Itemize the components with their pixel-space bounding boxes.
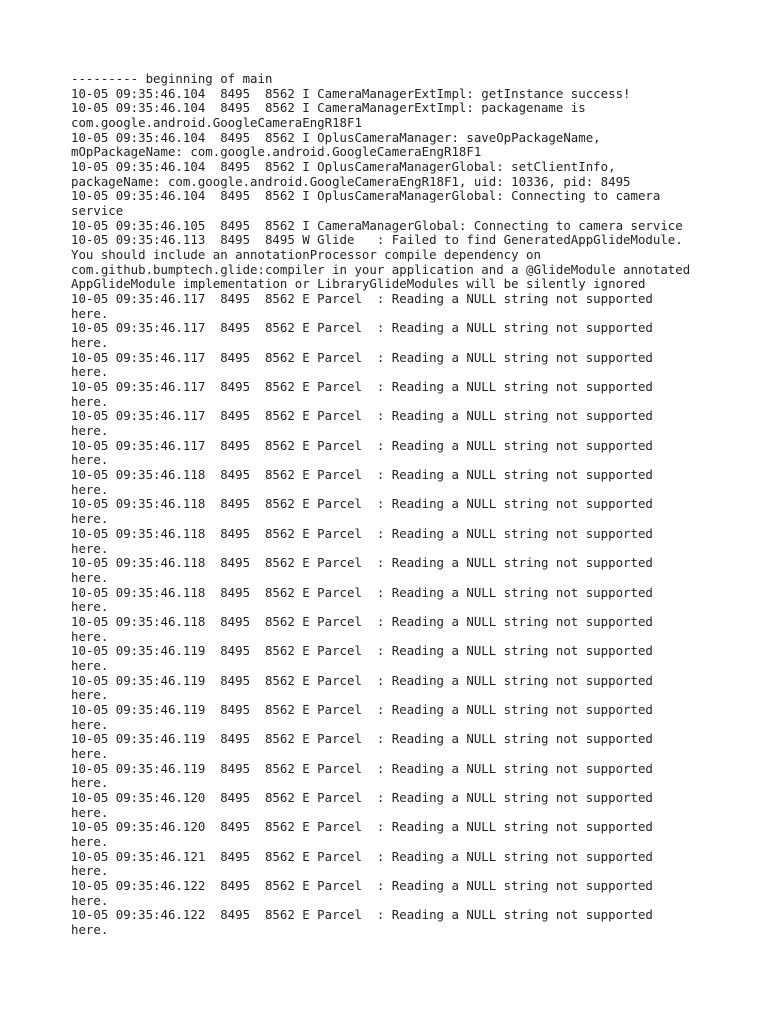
log-line: 10-05 09:35:46.104 8495 8562 I CameraManagerExtImpl: packagename is <box>71 100 586 116</box>
log-line: here. <box>71 833 109 849</box>
log-line: here. <box>71 687 109 703</box>
log-line: 10-05 09:35:46.119 8495 8562 E Parcel : Reading a NULL string not supported <box>71 731 653 747</box>
log-line: 10-05 09:35:46.117 8495 8562 E Parcel : Reading a NULL string not supported <box>71 320 653 336</box>
log-line: 10-05 09:35:46.117 8495 8562 E Parcel : Reading a NULL string not supported <box>71 379 653 395</box>
log-line: 10-05 09:35:46.105 8495 8562 I CameraManagerGlobal: Connecting to camera service <box>71 217 683 233</box>
log-line: 10-05 09:35:46.118 8495 8562 E Parcel : Reading a NULL string not supported <box>71 467 653 483</box>
log-line: here. <box>71 335 109 351</box>
log-line: 10-05 09:35:46.120 8495 8562 E Parcel : Reading a NULL string not supported <box>71 819 653 835</box>
log-line: 10-05 09:35:46.104 8495 8562 I CameraManagerExtImpl: getInstance success! <box>71 85 631 101</box>
log-line: packageName: com.google.android.GoogleCameraEngR18F1, uid: 10336, pid: 8495 <box>71 173 631 189</box>
log-line: here. <box>71 452 109 468</box>
log-line: --------- beginning of main <box>71 71 273 86</box>
log-line: 10-05 09:35:46.121 8495 8562 E Parcel : Reading a NULL string not supported <box>71 848 653 864</box>
log-line: 10-05 09:35:46.118 8495 8562 E Parcel : Reading a NULL string not supported <box>71 555 653 571</box>
log-line: 10-05 09:35:46.113 8495 8495 W Glide : Failed to find GeneratedAppGlideModule. <box>71 232 683 248</box>
log-line: 10-05 09:35:46.118 8495 8562 E Parcel : Reading a NULL string not supported <box>71 584 653 600</box>
log-line: 10-05 09:35:46.104 8495 8562 I OplusCameraManagerGlobal: Connecting to camera <box>71 188 661 204</box>
log-line: here. <box>71 511 109 527</box>
log-line: 10-05 09:35:46.119 8495 8562 E Parcel : Reading a NULL string not supported <box>71 672 653 688</box>
log-line: here. <box>71 892 109 908</box>
log-line: 10-05 09:35:46.118 8495 8562 E Parcel : Reading a NULL string not supported <box>71 613 653 629</box>
log-line: here. <box>71 745 109 761</box>
log-line: 10-05 09:35:46.120 8495 8562 E Parcel : Reading a NULL string not supported <box>71 789 653 805</box>
log-line: here. <box>71 423 109 439</box>
log-line: here. <box>71 863 109 879</box>
log-line: 10-05 09:35:46.122 8495 8562 E Parcel : Reading a NULL string not supported <box>71 907 653 923</box>
log-line: 10-05 09:35:46.117 8495 8562 E Parcel : Reading a NULL string not supported <box>71 349 653 365</box>
log-line: here. <box>71 481 109 497</box>
log-line: 10-05 09:35:46.119 8495 8562 E Parcel : Reading a NULL string not supported <box>71 643 653 659</box>
log-line: here. <box>71 657 109 673</box>
log-line: here. <box>71 599 109 615</box>
log-line: 10-05 09:35:46.117 8495 8562 E Parcel : Reading a NULL string not supported <box>71 437 653 453</box>
log-line: 10-05 09:35:46.117 8495 8562 E Parcel : Reading a NULL string not supported <box>71 408 653 424</box>
log-line: You should include an annotationProcessor compile dependency on <box>71 247 541 263</box>
log-line: AppGlideModule implementation or LibraryGlideModules will be silently ignored <box>71 276 646 292</box>
log-line: here. <box>71 628 109 644</box>
log-line: here. <box>71 393 109 409</box>
log-line: here. <box>71 364 109 380</box>
log-text-block <box>71 72 761 938</box>
log-line: 10-05 09:35:46.122 8495 8562 E Parcel : Reading a NULL string not supported <box>71 877 653 893</box>
log-line: com.github.bumptech.glide:compiler in your application and a @GlideModule annotated <box>71 261 691 277</box>
log-line: 10-05 09:35:46.104 8495 8562 I OplusCameraManagerGlobal: setClientInfo, <box>71 159 616 175</box>
log-line: 10-05 09:35:46.119 8495 8562 E Parcel : Reading a NULL string not supported <box>71 701 653 717</box>
log-line: 10-05 09:35:46.119 8495 8562 E Parcel : Reading a NULL string not supported <box>71 760 653 776</box>
log-line: here. <box>71 305 109 321</box>
log-line: com.google.android.GoogleCameraEngR18F1 <box>71 115 362 131</box>
log-line: mOpPackageName: com.google.android.GoogleCameraEngR18F1 <box>71 144 482 160</box>
log-line: 10-05 09:35:46.118 8495 8562 E Parcel : Reading a NULL string not supported <box>71 525 653 541</box>
log-line: here. <box>71 569 109 585</box>
log-line: 10-05 09:35:46.118 8495 8562 E Parcel : Reading a NULL string not supported <box>71 496 653 512</box>
log-line: 10-05 09:35:46.117 8495 8562 E Parcel : Reading a NULL string not supported <box>71 291 653 307</box>
log-line: here. <box>71 804 109 820</box>
log-line: service <box>71 203 124 219</box>
log-line: here. <box>71 540 109 556</box>
log-line: 10-05 09:35:46.104 8495 8562 I OplusCameraManager: saveOpPackageName, <box>71 129 601 145</box>
log-line: here. <box>71 716 109 732</box>
log-line: here. <box>71 921 109 937</box>
log-line: here. <box>71 775 109 791</box>
